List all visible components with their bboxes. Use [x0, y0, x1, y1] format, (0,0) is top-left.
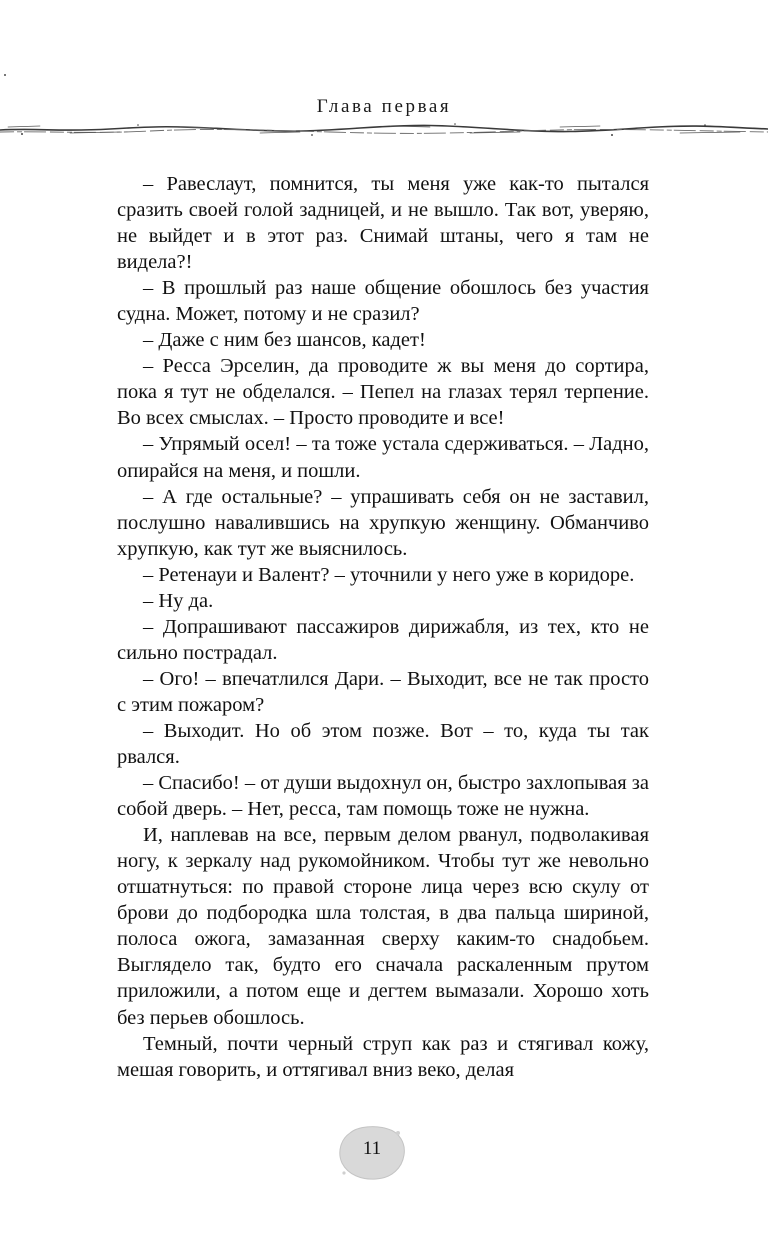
paragraph: – Ресса Эрселин, да проводите ж вы меня до сортира, пока я тут не обделался. – Пепел на глазах терял терпение. Во всех смыслах. – Просто проводите и все! — [117, 355, 649, 430]
paragraph: – Допрашивают пассажиров дирижабля, из тех, кто не сильно пострадал. — [117, 615, 649, 664]
paragraph: – Ого! – впечатлился Дари. – Выходит, все не так просто с этим пожаром? — [117, 667, 649, 716]
paragraph: – В прошлый раз наше общение обошлось без участия судна. Может, потому и не сразил? — [117, 277, 649, 326]
page-number-badge — [336, 1123, 408, 1183]
paragraph: – Выходит. Но об этом позже. Вот – то, куда ты так рвался. — [117, 719, 649, 769]
paragraph: – Равеслаут, помнится, ты меня уже как-то пытался сразить своей голой задницей, и не вышло. Так вот, уверяю, не выйдет и в этот раз. Снимай штаны, чего я там не видела?! — [117, 173, 649, 274]
paragraph: – Ну да. — [143, 589, 214, 612]
decorative-ink-rule — [0, 118, 768, 142]
page-number: 11 — [362, 1138, 382, 1159]
margin-mark — [4, 74, 6, 76]
chapter-title: Глава первая — [316, 96, 452, 117]
paragraph: – Спасибо! – от души выдохнул он, быстро захлопывая за собой дверь. – Нет, ресса, там помощь тоже не нужна. — [117, 772, 649, 821]
running-header — [0, 88, 768, 148]
paragraph: И, наплевав на все, первым делом рванул, подволакивая ногу, к зеркалу над рукомойником. Чтобы тут же невольно отшатнуться: по правой стороне лица через всю скулу от брови до подбородка шла толстая, в два пальца шириной, полоса ожога, замазанная сверху каким-то снадобьем. Выглядело так, будто его сначала раскаленным прутом приложили, а потом еще и дегтем вымазали. Хорошо хоть без перьев обошлось. — [117, 824, 649, 1029]
paragraph: Темный, почти черный струп как раз и стягивал кожу, мешая говорить, и оттягивал вниз веко, делая — [117, 1032, 649, 1081]
paragraph: – Упрямый осел! – та тоже устала сдерживаться. – Ладно, опирайся на меня, и пошли. — [117, 433, 649, 482]
paragraph: – Ретенауи и Валент? – уточнили у него уже в коридоре. — [143, 563, 635, 586]
chapter-text — [117, 171, 649, 1083]
paragraph: – А где остальные? – упрашивать себя он не заставил, послушно навалившись на хрупкую женщину. Обманчиво хрупкую, как тут же выяснилось. — [117, 485, 649, 560]
paragraph: – Даже с ним без шансов, кадет! — [143, 329, 426, 352]
